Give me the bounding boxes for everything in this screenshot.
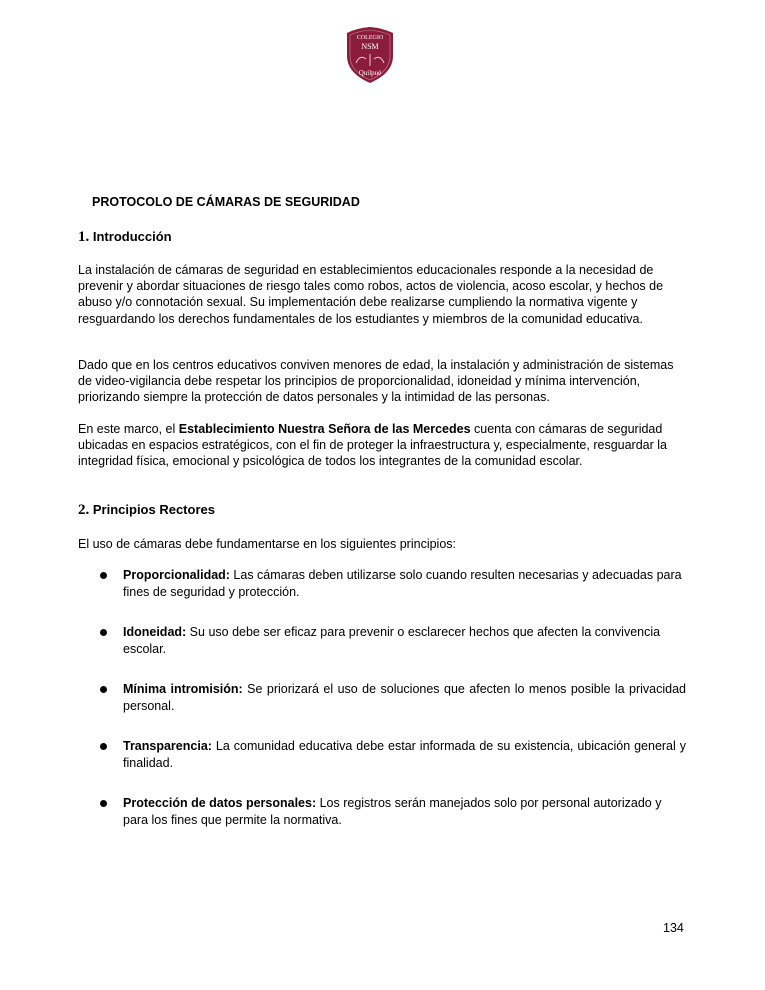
bullet-dot-icon <box>100 800 107 807</box>
list-item <box>100 567 686 624</box>
principle-term: Mínima intromisión: <box>123 682 243 696</box>
bullet-dot-icon <box>100 629 107 636</box>
principle-term: Protección de datos personales: <box>123 796 317 810</box>
list-item <box>100 738 686 795</box>
institution-name: Establecimiento Nuestra Señora de las Mercedes <box>178 422 471 436</box>
intro-paragraph-3 <box>78 421 684 470</box>
section-heading-introduccion <box>78 229 172 246</box>
crest-line-1: COLEGIO <box>356 35 384 41</box>
page-number: 134 <box>663 921 684 935</box>
section-title: Principios Rectores <box>92 502 215 517</box>
document-title: PROTOCOLO DE CÁMARAS DE SEGURIDAD <box>92 195 360 209</box>
bullet-dot-icon <box>100 743 107 750</box>
list-item <box>100 795 686 852</box>
paragraph-text: En este marco, el <box>78 422 179 436</box>
crest-shield-icon <box>343 26 397 84</box>
list-item <box>100 624 686 681</box>
principle-text: Se priorizará el uso de soluciones que afecten lo menos posible la privacidad personal. <box>123 682 687 713</box>
principle-term: Proporcionalidad: <box>123 568 230 582</box>
crest-line-2: NSM <box>361 42 379 51</box>
paragraph-text: cuenta con cámaras de seguridad ubicadas en espacios estratégicos, con el fin de proteger la infraestructura y, especialmente, resguardar la integridad física, emocional y psicológica de todos los integrantes de la comunidad escolar. <box>78 422 667 469</box>
section-number: 2. <box>78 502 90 518</box>
principle-term: Idoneidad: <box>123 625 187 639</box>
bullet-dot-icon <box>100 686 107 693</box>
section-number: 1. <box>78 229 90 245</box>
school-crest-logo <box>343 26 397 84</box>
principle-text: La comunidad educativa debe estar informada de su existencia, ubicación general y finalidad. <box>123 739 686 770</box>
list-item <box>100 681 686 738</box>
bullet-dot-icon <box>100 572 107 579</box>
section-heading-principios <box>78 502 215 519</box>
crest-line-3: Quilpué <box>358 69 382 77</box>
principles-intro: El uso de cámaras debe fundamentarse en los siguientes principios: <box>78 537 456 551</box>
section-title: Introducción <box>92 229 172 244</box>
intro-paragraph-1: La instalación de cámaras de seguridad en establecimientos educacionales responde a la necesidad de prevenir y abordar situaciones de riesgo tales como robos, actos de violencia, acoso escolar, y hechos de abuso y/o connotación sexual. Su implementación debe realizarse cumpliendo la normativa vigente y resguardando los derechos fundamentales de los estudiantes y miembros de la comunidad educativa. <box>78 263 664 326</box>
principle-term: Transparencia: <box>123 739 212 753</box>
principles-list <box>100 567 686 852</box>
principle-text: Su uso debe ser eficaz para prevenir o esclarecer hechos que afecten la convivencia escolar. <box>123 625 661 656</box>
principle-text: Las cámaras deben utilizarse solo cuando resulten necesarias y adecuadas para fines de seguridad y protección. <box>123 568 682 599</box>
principle-text: Los registros serán manejados solo por personal autorizado y para los fines que permite la normativa. <box>123 796 662 827</box>
intro-paragraph-2: Dado que en los centros educativos conviven menores de edad, la instalación y administración de sistemas de video-vigilancia debe respetar los principios de proporcionalidad, idoneidad y mínima intervención, priorizando siempre la protección de datos personales y la intimidad de las personas. <box>78 358 674 405</box>
